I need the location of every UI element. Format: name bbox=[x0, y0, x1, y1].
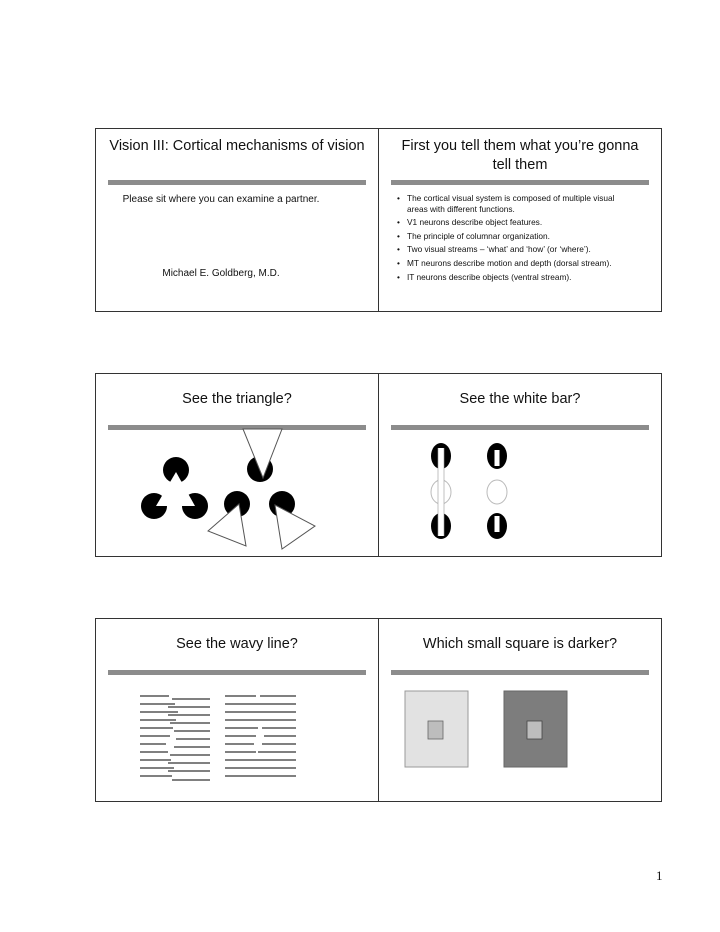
slide-6 bbox=[378, 618, 662, 802]
slide-4 bbox=[378, 373, 662, 557]
white-bar-long bbox=[438, 448, 444, 536]
slide-title: Vision III: Cortical mechanisms of vision bbox=[109, 138, 365, 154]
slide-5 bbox=[95, 618, 379, 802]
author-name: Michael E. Goldberg, M.D. bbox=[162, 268, 280, 279]
slide-3 bbox=[95, 373, 379, 557]
instruction-text: Please sit where you can examine a partner. bbox=[122, 194, 320, 205]
slide-2 bbox=[378, 128, 662, 312]
bullet-list bbox=[397, 193, 619, 285]
outline-triangle-right bbox=[275, 505, 315, 549]
bullet-item: • IT neurons describe objects (ventral stream). bbox=[397, 272, 619, 283]
bullet-item: • V1 neurons describe object features. bbox=[397, 217, 619, 228]
slide-title: See the triangle? bbox=[182, 391, 292, 407]
slide-title: Which small square is darker? bbox=[422, 636, 618, 652]
page-number: 1 bbox=[656, 868, 663, 883]
slide-1 bbox=[95, 128, 379, 312]
left-line-array bbox=[140, 696, 210, 780]
wavy-line-figure bbox=[96, 619, 380, 803]
slide-title: See the wavy line? bbox=[176, 636, 298, 652]
slide-title: See the white bar? bbox=[459, 391, 581, 407]
white-bar-upper-segment bbox=[495, 450, 500, 466]
slide-title: First you tell them what you’re gonna tell them bbox=[401, 138, 639, 173]
bullet-item: • The principle of columnar organization. bbox=[397, 231, 619, 242]
small-square-right bbox=[527, 721, 542, 739]
title-divider bbox=[108, 180, 366, 185]
simultaneous-contrast-figure bbox=[379, 619, 663, 803]
small-square-left bbox=[428, 721, 443, 739]
bullet-item: • Two visual streams – ‘what’ and ‘how’ (or ‘where’). bbox=[397, 244, 619, 255]
bullet-item: • The cortical visual system is composed of multiple visual areas with different functions. bbox=[397, 193, 619, 214]
title-divider bbox=[391, 180, 649, 185]
illusory-triangle bbox=[156, 472, 195, 506]
white-bar-lower-segment bbox=[495, 516, 500, 532]
bullet-item: • MT neurons describe motion and depth (dorsal stream). bbox=[397, 258, 619, 269]
kanizsa-triangle-figure bbox=[96, 374, 380, 558]
white-bar-figure bbox=[379, 374, 663, 558]
right-line-array bbox=[225, 696, 296, 776]
